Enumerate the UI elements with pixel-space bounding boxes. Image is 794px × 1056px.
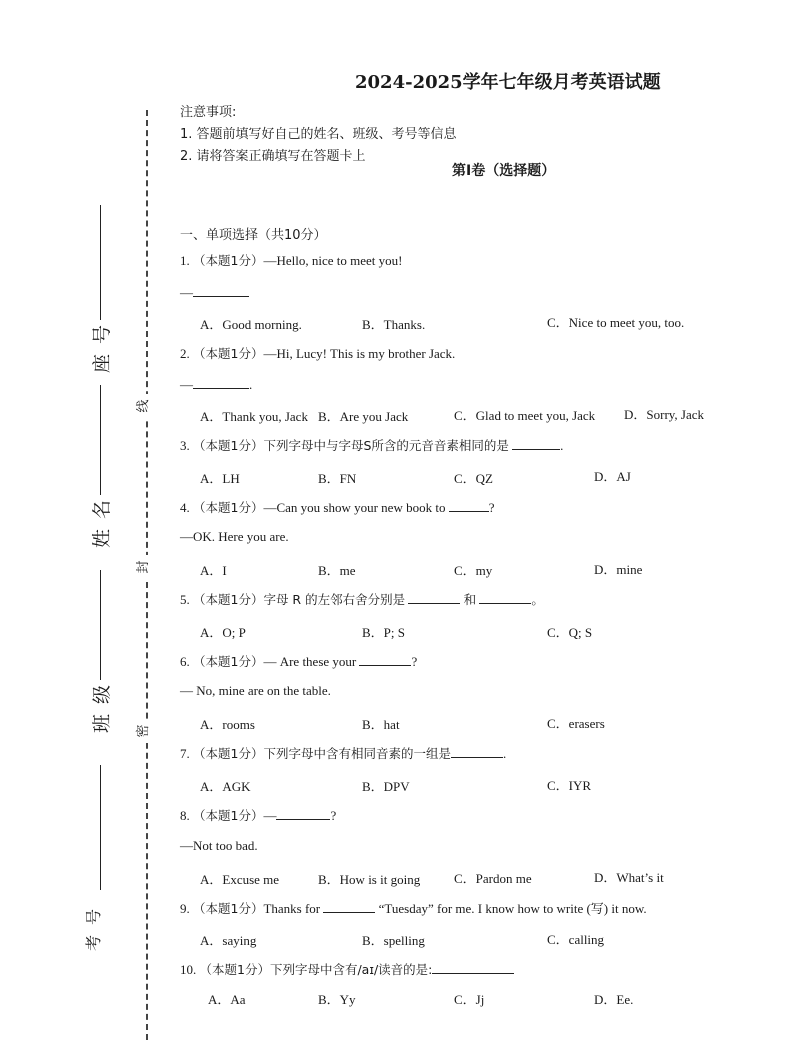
- question-tag: （本题1分）: [193, 438, 264, 453]
- question-tag: （本题1分）: [193, 746, 264, 761]
- dash: —: [180, 377, 193, 392]
- option-5b[interactable]: B．P; S: [362, 625, 405, 640]
- question-3: [180, 436, 563, 454]
- question-number: 9.: [180, 901, 190, 916]
- option-3d[interactable]: D．AJ: [594, 469, 631, 484]
- question-number: 1.: [180, 253, 190, 268]
- option-2c[interactable]: C．Glad to meet you, Jack: [454, 408, 596, 423]
- instructions-heading: 注意事项:: [180, 105, 237, 120]
- question-tag: （本题1分）: [199, 962, 270, 977]
- option-2b[interactable]: B．Are you Jack: [318, 409, 409, 424]
- question-number: 2.: [180, 346, 190, 361]
- option-7c[interactable]: C．IYR: [547, 778, 592, 793]
- option-10b[interactable]: B．Yy: [318, 992, 356, 1007]
- question-tag: （本题1分）: [193, 808, 264, 823]
- question-number: 3.: [180, 438, 190, 453]
- instruction-2: 2. 请将答案正确填写在答题卡上: [180, 149, 366, 164]
- question-number: 6.: [180, 654, 190, 669]
- question-stem: 下列字母中含有/aɪ/读音的是:: [269, 962, 433, 977]
- section-title: 一、单项选择（共10分）: [180, 228, 327, 243]
- question-number: 10.: [180, 962, 197, 977]
- seat-number-field[interactable]: [100, 205, 101, 320]
- option-5a[interactable]: A．O; P: [200, 625, 246, 640]
- question-stem-tail: “Tuesday” for me. I know how to write (写) it now.: [378, 901, 647, 916]
- question-stem: 字母 R 的左邻右舍分别是: [263, 592, 406, 607]
- question-tag: （本题1分）: [193, 901, 264, 916]
- dash: —: [180, 285, 193, 300]
- answer-blank-1[interactable]: [408, 591, 460, 604]
- page-title: 2024-2025学年七年级月考英语试题: [355, 72, 661, 93]
- option-6c[interactable]: C．erasers: [547, 716, 605, 731]
- answer-blank[interactable]: [193, 376, 249, 389]
- option-6b[interactable]: B．hat: [362, 717, 400, 732]
- question-8: [180, 806, 336, 824]
- option-1b[interactable]: B．Thanks.: [362, 317, 426, 332]
- name-label: 姓名: [91, 489, 113, 548]
- question-tag: （本题1分）: [193, 253, 264, 268]
- answer-blank[interactable]: [193, 284, 249, 297]
- question-tag: （本题1分）: [193, 346, 264, 361]
- seat-number-label: 座号: [91, 314, 113, 373]
- question-tag: （本题1分）: [193, 654, 264, 669]
- question-stem: —: [263, 808, 277, 823]
- question-6: [180, 652, 417, 670]
- instruction-1: 1. 答题前填写好自己的姓名、班级、考号等信息: [180, 127, 457, 142]
- seal-char-xian: 线: [133, 394, 155, 418]
- answer-blank[interactable]: [432, 961, 514, 974]
- part-title: 第I卷（选择题）: [452, 163, 556, 179]
- question-number: 8.: [180, 808, 190, 823]
- option-10d[interactable]: D．Ee.: [594, 992, 634, 1007]
- seal-char-feng: 封: [133, 555, 155, 579]
- option-8c[interactable]: C．Pardon me: [454, 871, 532, 886]
- option-10a[interactable]: A．Aa: [208, 992, 246, 1007]
- option-4c[interactable]: C．my: [454, 563, 493, 578]
- option-4d[interactable]: D．mine: [594, 562, 643, 577]
- option-8a[interactable]: A．Excuse me: [200, 872, 280, 887]
- class-field[interactable]: [100, 570, 101, 680]
- question-9: [180, 898, 647, 917]
- option-10c[interactable]: C．Jj: [454, 992, 485, 1007]
- exam-number-label: 考号: [84, 898, 103, 951]
- question-mark: ?: [488, 500, 495, 515]
- period: .: [560, 438, 564, 453]
- question-4-reply: —OK. Here you are.: [180, 529, 289, 544]
- option-9b[interactable]: B．spelling: [362, 933, 425, 948]
- option-3c[interactable]: C．QZ: [454, 471, 494, 486]
- option-2d[interactable]: D．Sorry, Jack: [624, 407, 705, 422]
- question-stem: Thanks for: [263, 901, 321, 916]
- seal-char-mi: 密: [133, 719, 155, 743]
- answer-blank[interactable]: [323, 900, 375, 913]
- option-5c[interactable]: C．Q; S: [547, 625, 593, 640]
- option-3b[interactable]: B．FN: [318, 471, 357, 486]
- question-mark: ?: [411, 654, 418, 669]
- question-stem: 下列字母中与字母S所含的元音音素相同的是: [263, 438, 509, 453]
- option-3a[interactable]: A．LH: [200, 471, 240, 486]
- question-4: [180, 498, 494, 516]
- question-mark: ?: [330, 808, 337, 823]
- class-label: 班级: [91, 674, 113, 733]
- question-10: [180, 960, 514, 978]
- period: .: [502, 746, 507, 761]
- option-4b[interactable]: B．me: [318, 563, 356, 578]
- conjunction: 和: [463, 592, 477, 607]
- answer-blank-2[interactable]: [479, 591, 531, 604]
- option-2a[interactable]: A．Thank you, Jack: [200, 409, 308, 424]
- question-stem: —Hi, Lucy! This is my brother Jack.: [263, 346, 456, 361]
- option-8b[interactable]: B．How is it going: [318, 872, 421, 887]
- question-number: 5.: [180, 592, 190, 607]
- option-8d[interactable]: D．What’s it: [594, 870, 664, 885]
- question-number: 4.: [180, 500, 190, 515]
- name-field[interactable]: [100, 385, 101, 495]
- option-1a[interactable]: A．Good morning.: [200, 317, 302, 332]
- question-stem: —Can you show your new book to: [263, 500, 446, 515]
- period: 。: [531, 592, 544, 607]
- question-6-reply: — No, mine are on the table.: [180, 683, 331, 698]
- answer-line-2: [180, 376, 252, 393]
- option-7a[interactable]: A．AGK: [200, 779, 251, 794]
- answer-blank[interactable]: [512, 437, 560, 450]
- question-stem: — Are these your: [263, 654, 357, 669]
- question-tag: （本题1分）: [193, 592, 264, 607]
- question-8-reply: —Not too bad.: [180, 838, 258, 853]
- question-1: [180, 251, 402, 269]
- question-2: [180, 344, 455, 362]
- question-5: [180, 590, 544, 608]
- answer-blank[interactable]: [451, 745, 503, 758]
- answer-line-1: [180, 284, 249, 301]
- question-stem: 下列字母中含有相同音素的一组是: [263, 746, 451, 761]
- option-7b[interactable]: B．DPV: [362, 779, 410, 794]
- question-stem: —Hello, nice to meet you!: [263, 253, 403, 268]
- period: .: [249, 377, 253, 392]
- question-number: 7.: [180, 746, 190, 761]
- answer-blank[interactable]: [276, 807, 330, 820]
- question-7: [180, 744, 506, 762]
- answer-blank[interactable]: [359, 653, 411, 666]
- option-4a[interactable]: A．I: [200, 563, 227, 578]
- option-1c[interactable]: C．Nice to meet you, too.: [547, 315, 685, 330]
- option-6a[interactable]: A．rooms: [200, 717, 255, 732]
- answer-blank[interactable]: [449, 499, 489, 512]
- exam-number-field[interactable]: [100, 765, 101, 890]
- question-tag: （本题1分）: [193, 500, 264, 515]
- option-9c[interactable]: C．calling: [547, 932, 605, 947]
- option-9a[interactable]: A．saying: [200, 933, 257, 948]
- instructions: [180, 102, 457, 168]
